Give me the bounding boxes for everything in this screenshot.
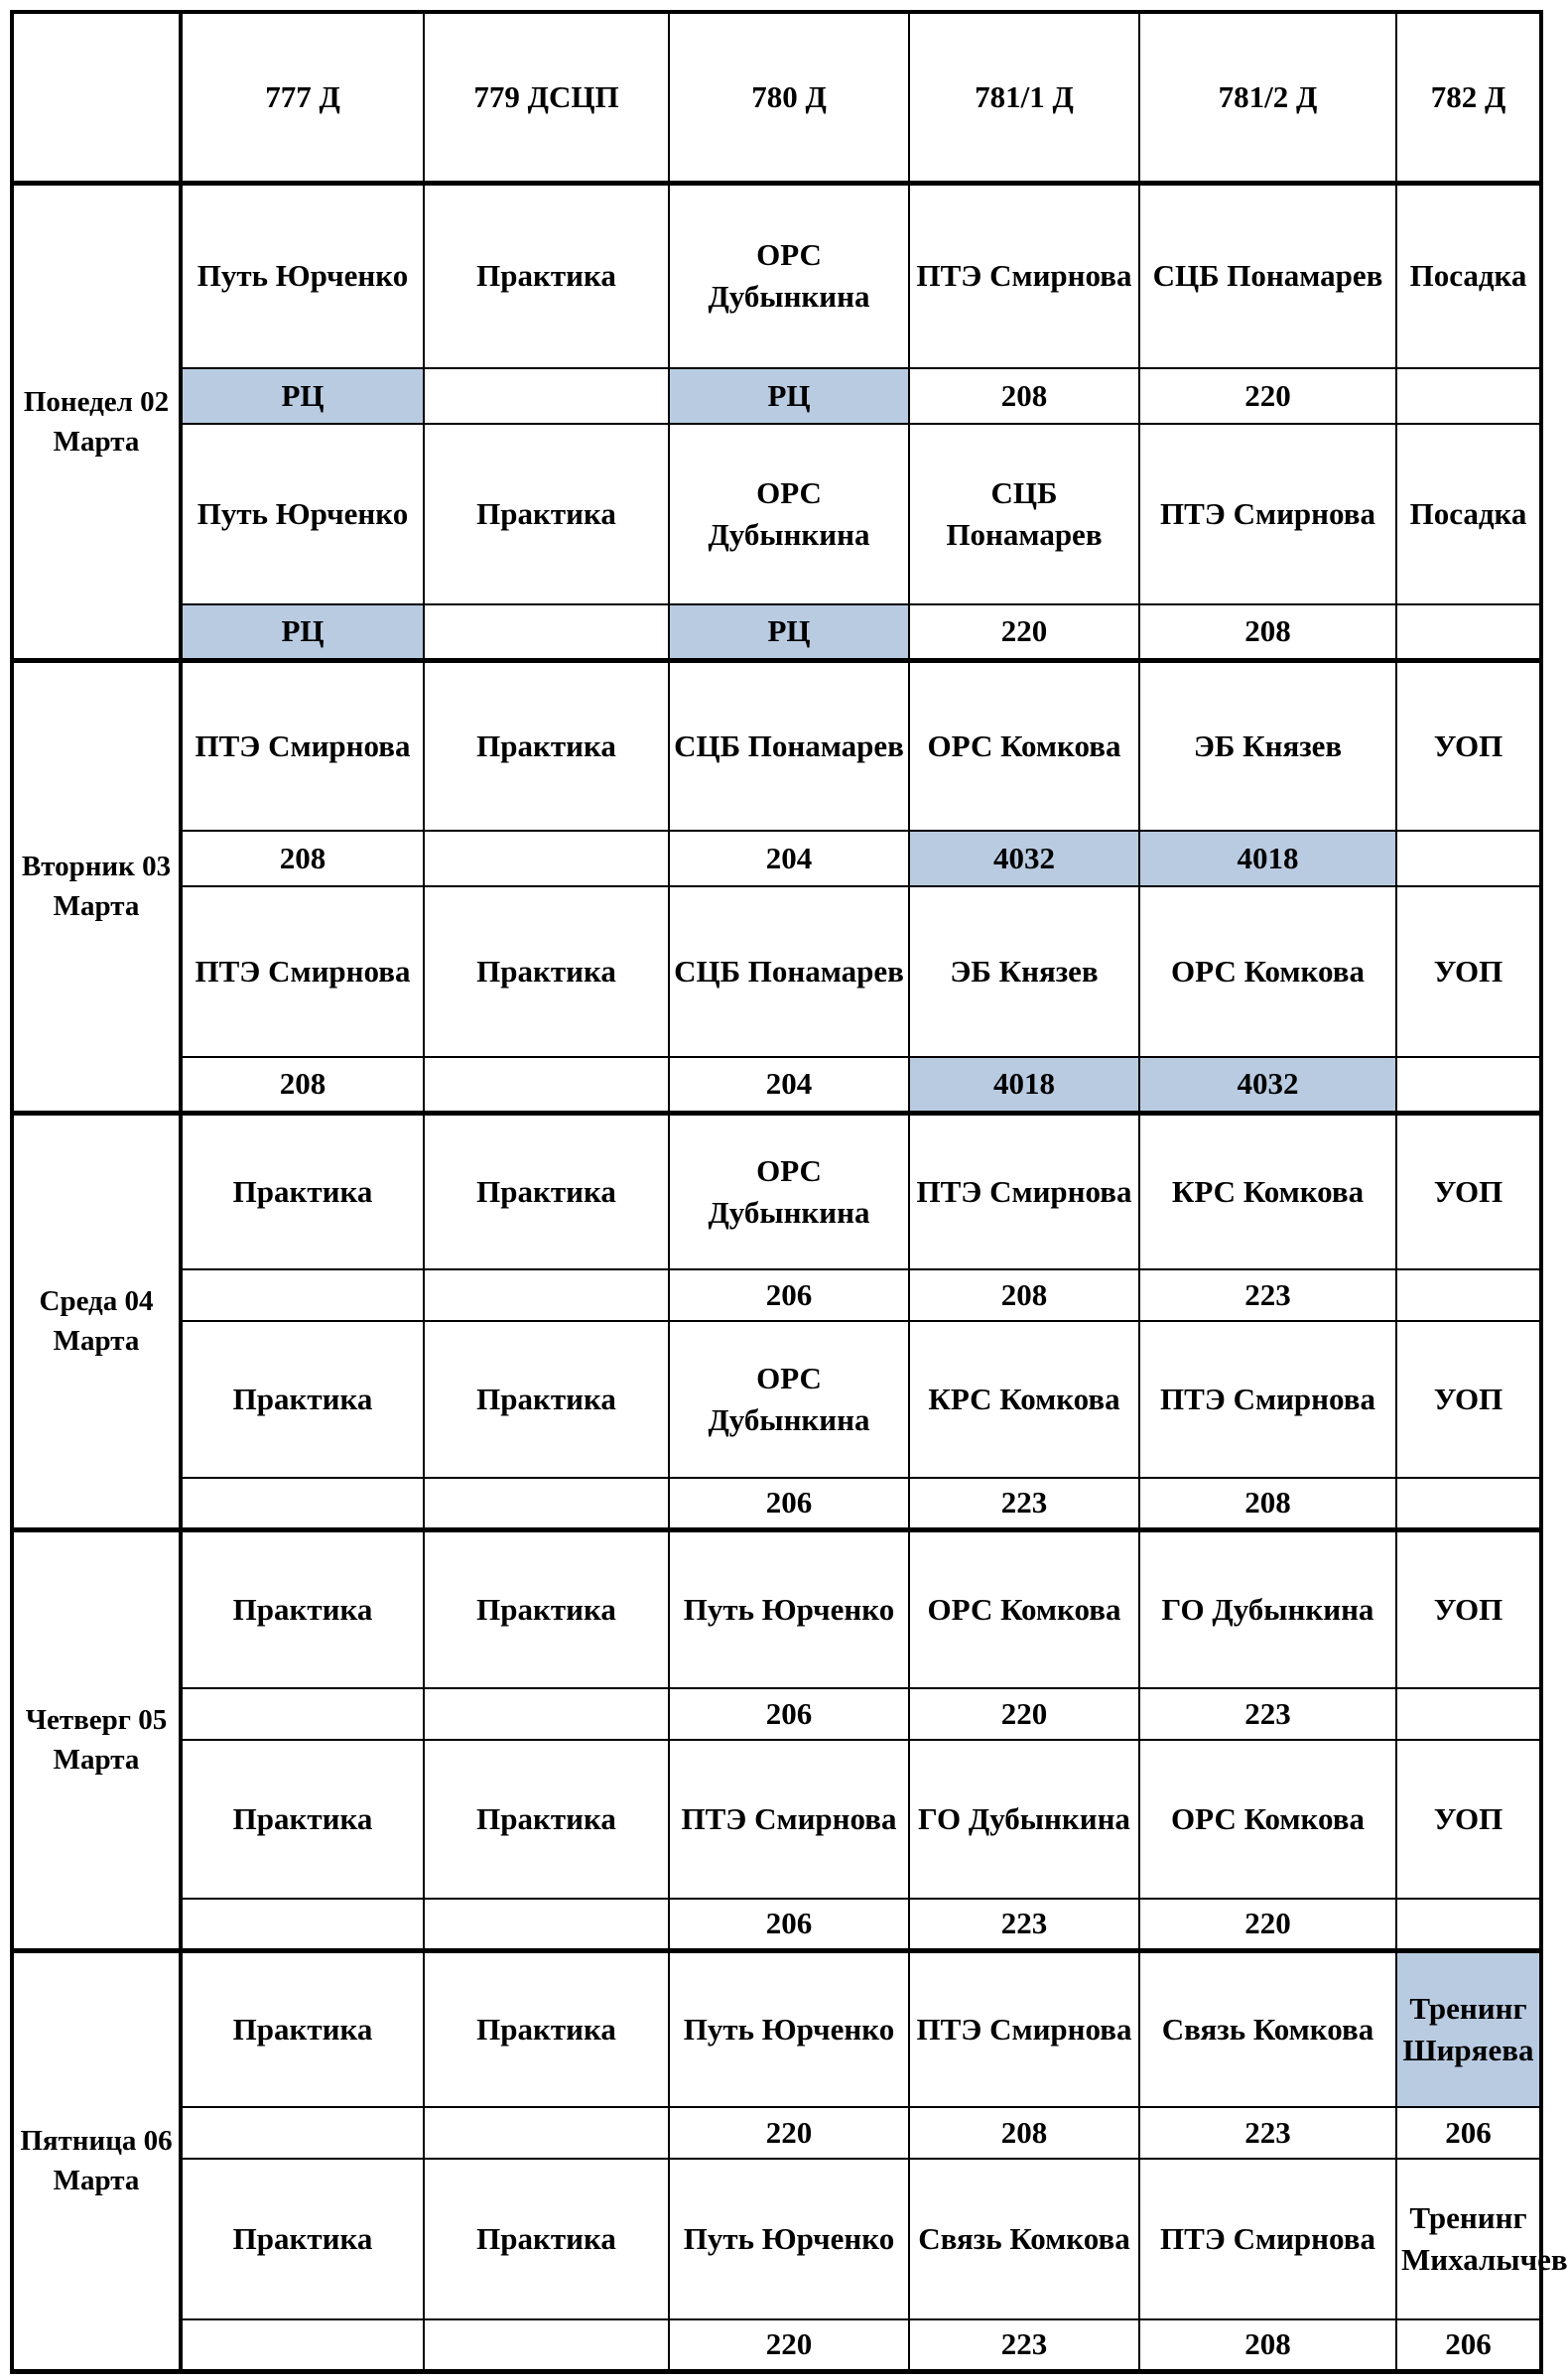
room-cell: 208 bbox=[181, 831, 424, 886]
lesson-cell: ЭБ Князев bbox=[1139, 660, 1396, 831]
room-cell bbox=[181, 1269, 424, 1321]
room-row bbox=[12, 2107, 1541, 2159]
room-cell: 223 bbox=[909, 1478, 1139, 1529]
lesson-cell: КРС Комкова bbox=[1139, 1113, 1396, 1269]
lesson-cell: Практика bbox=[181, 1321, 424, 1478]
lesson-cell: Практика bbox=[181, 1113, 424, 1269]
lesson-cell: Путь Юрченко bbox=[669, 1529, 909, 1688]
lesson-cell: ПТЭ Смирнова bbox=[181, 886, 424, 1057]
lesson-cell: Практика bbox=[424, 1740, 669, 1899]
room-cell: 223 bbox=[909, 2319, 1139, 2371]
room-cell bbox=[1396, 604, 1541, 660]
lesson-row bbox=[12, 1321, 1541, 1478]
lesson-cell: Посадка bbox=[1396, 183, 1541, 368]
lesson-cell: ПТЭ Смирнова bbox=[1139, 1321, 1396, 1478]
room-cell: 4018 bbox=[909, 1057, 1139, 1113]
lesson-cell: ОРС Комкова bbox=[1139, 886, 1396, 1057]
room-cell bbox=[181, 1899, 424, 1950]
room-cell: РЦ bbox=[669, 368, 909, 424]
room-cell bbox=[424, 1478, 669, 1529]
lesson-cell: УОП bbox=[1396, 660, 1541, 831]
lesson-cell: УОП bbox=[1396, 886, 1541, 1057]
room-cell bbox=[424, 1057, 669, 1113]
room-cell: 206 bbox=[1396, 2107, 1541, 2159]
lesson-cell: Практика bbox=[424, 424, 669, 604]
room-row bbox=[12, 1057, 1541, 1113]
lesson-cell: УОП bbox=[1396, 1529, 1541, 1688]
lesson-cell: Практика bbox=[181, 2159, 424, 2319]
room-cell bbox=[181, 1688, 424, 1740]
room-cell bbox=[1396, 1057, 1541, 1113]
lesson-cell: СЦБ Понамарев bbox=[909, 424, 1139, 604]
lesson-cell: Тренинг Михалычев bbox=[1396, 2159, 1541, 2319]
room-cell: 220 bbox=[1139, 368, 1396, 424]
room-cell: 206 bbox=[669, 1478, 909, 1529]
room-cell: 206 bbox=[1396, 2319, 1541, 2371]
group-header: 781/1 Д bbox=[909, 12, 1139, 183]
lesson-cell: ЭБ Князев bbox=[909, 886, 1139, 1057]
lesson-cell: Связь Комкова bbox=[909, 2159, 1139, 2319]
room-cell: 204 bbox=[669, 831, 909, 886]
lesson-cell: Практика bbox=[424, 1321, 669, 1478]
room-cell: 204 bbox=[669, 1057, 909, 1113]
room-cell bbox=[424, 604, 669, 660]
room-row bbox=[12, 1478, 1541, 1529]
room-cell: 220 bbox=[669, 2319, 909, 2371]
lesson-cell: СЦБ Понамарев bbox=[1139, 183, 1396, 368]
room-cell bbox=[424, 2319, 669, 2371]
room-cell: 223 bbox=[1139, 2107, 1396, 2159]
room-cell bbox=[1396, 831, 1541, 886]
lesson-cell: ОРС Дубынкина bbox=[669, 183, 909, 368]
lesson-cell: УОП bbox=[1396, 1321, 1541, 1478]
lesson-cell: ГО Дубынкина bbox=[1139, 1529, 1396, 1688]
room-row bbox=[12, 1899, 1541, 1950]
room-cell: 220 bbox=[669, 2107, 909, 2159]
room-cell: 220 bbox=[1139, 1899, 1396, 1950]
lesson-cell: СЦБ Понамарев bbox=[669, 660, 909, 831]
corner-cell bbox=[12, 12, 181, 183]
room-cell bbox=[1396, 368, 1541, 424]
room-cell: 208 bbox=[909, 1269, 1139, 1321]
lesson-cell: Практика bbox=[424, 183, 669, 368]
lesson-cell: Путь Юрченко bbox=[181, 424, 424, 604]
lesson-cell: Практика bbox=[424, 660, 669, 831]
room-cell: 208 bbox=[1139, 2319, 1396, 2371]
schedule-sheet bbox=[10, 10, 1568, 2380]
lesson-cell: ПТЭ Смирнова bbox=[909, 1950, 1139, 2107]
day-label: Пятница 06 Марта bbox=[12, 1950, 181, 2371]
group-header: 777 Д bbox=[181, 12, 424, 183]
group-header: 781/2 Д bbox=[1139, 12, 1396, 183]
lesson-cell: ОРС Комкова bbox=[1139, 1740, 1396, 1899]
room-cell: 223 bbox=[1139, 1688, 1396, 1740]
lesson-cell: ГО Дубынкина bbox=[909, 1740, 1139, 1899]
lesson-cell: ПТЭ Смирнова bbox=[1139, 424, 1396, 604]
room-cell: 206 bbox=[669, 1899, 909, 1950]
room-row bbox=[12, 1688, 1541, 1740]
day-label: Четверг 05 Марта bbox=[12, 1529, 181, 1950]
room-row bbox=[12, 604, 1541, 660]
lesson-cell: Практика bbox=[424, 886, 669, 1057]
lesson-cell: Связь Комкова bbox=[1139, 1950, 1396, 2107]
lesson-cell: ОРС Дубынкина bbox=[669, 424, 909, 604]
lesson-cell: ОРС Комкова bbox=[909, 1529, 1139, 1688]
room-cell bbox=[1396, 1899, 1541, 1950]
room-cell: 206 bbox=[669, 1688, 909, 1740]
lesson-cell: ОРС Дубынкина bbox=[669, 1321, 909, 1478]
lesson-row bbox=[12, 424, 1541, 604]
lesson-row bbox=[12, 1740, 1541, 1899]
room-cell: 208 bbox=[909, 2107, 1139, 2159]
lesson-cell: Путь Юрченко bbox=[181, 183, 424, 368]
lesson-row bbox=[12, 1113, 1541, 1269]
room-cell: 223 bbox=[909, 1899, 1139, 1950]
lesson-cell: ПТЭ Смирнова bbox=[181, 660, 424, 831]
room-row bbox=[12, 1269, 1541, 1321]
schedule-body bbox=[12, 183, 1568, 2371]
lesson-cell: ПТЭ Смирнова bbox=[909, 1113, 1139, 1269]
room-cell bbox=[1396, 1478, 1541, 1529]
room-cell: РЦ bbox=[181, 604, 424, 660]
lesson-cell: Путь Юрченко bbox=[669, 2159, 909, 2319]
lesson-cell: Практика bbox=[181, 1740, 424, 1899]
schedule-table bbox=[10, 10, 1568, 2374]
group-header: 779 ДСЦП bbox=[424, 12, 669, 183]
day-label: Среда 04 Марта bbox=[12, 1113, 181, 1529]
room-cell bbox=[181, 2319, 424, 2371]
lesson-row bbox=[12, 1529, 1541, 1688]
room-cell: 4032 bbox=[1139, 1057, 1396, 1113]
room-cell: 208 bbox=[909, 368, 1139, 424]
lesson-cell: Посадка bbox=[1396, 424, 1541, 604]
room-cell: 220 bbox=[909, 604, 1139, 660]
lesson-cell: УОП bbox=[1396, 1113, 1541, 1269]
room-cell bbox=[1396, 1688, 1541, 1740]
lesson-cell: Путь Юрченко bbox=[669, 1950, 909, 2107]
lesson-row bbox=[12, 2159, 1541, 2319]
lesson-cell: КРС Комкова bbox=[909, 1321, 1139, 1478]
room-cell bbox=[181, 1478, 424, 1529]
lesson-row bbox=[12, 886, 1541, 1057]
room-cell: 208 bbox=[1139, 604, 1396, 660]
room-cell: РЦ bbox=[669, 604, 909, 660]
room-cell: 220 bbox=[909, 1688, 1139, 1740]
room-cell bbox=[424, 2107, 669, 2159]
room-cell bbox=[1396, 1269, 1541, 1321]
room-row bbox=[12, 368, 1541, 424]
lesson-cell: УОП bbox=[1396, 1740, 1541, 1899]
lesson-cell: СЦБ Понамарев bbox=[669, 886, 909, 1057]
room-cell: РЦ bbox=[181, 368, 424, 424]
room-row bbox=[12, 2319, 1541, 2371]
lesson-cell: Практика bbox=[424, 1113, 669, 1269]
room-cell bbox=[424, 1269, 669, 1321]
room-cell bbox=[424, 1899, 669, 1950]
lesson-cell: ОРС Комкова bbox=[909, 660, 1139, 831]
room-cell: 208 bbox=[181, 1057, 424, 1113]
lesson-cell: ПТЭ Смирнова bbox=[909, 183, 1139, 368]
group-header: 780 Д bbox=[669, 12, 909, 183]
header-row bbox=[12, 12, 1541, 183]
lesson-cell: Практика bbox=[181, 1950, 424, 2107]
lesson-row bbox=[12, 660, 1541, 831]
room-row bbox=[12, 831, 1541, 886]
lesson-cell: Практика bbox=[181, 1529, 424, 1688]
lesson-cell: ПТЭ Смирнова bbox=[669, 1740, 909, 1899]
lesson-cell: Тренинг Ширяева bbox=[1396, 1950, 1541, 2107]
lesson-cell: ОРС Дубынкина bbox=[669, 1113, 909, 1269]
group-header: 782 Д bbox=[1396, 12, 1541, 183]
lesson-cell: Практика bbox=[424, 1529, 669, 1688]
room-cell: 223 bbox=[1139, 1269, 1396, 1321]
lesson-cell: Практика bbox=[424, 1950, 669, 2107]
day-label: Понедел 02 Марта bbox=[12, 183, 181, 660]
room-cell bbox=[424, 1688, 669, 1740]
room-cell: 4018 bbox=[1139, 831, 1396, 886]
room-cell bbox=[424, 831, 669, 886]
room-cell: 208 bbox=[1139, 1478, 1396, 1529]
room-cell bbox=[424, 368, 669, 424]
room-cell: 4032 bbox=[909, 831, 1139, 886]
lesson-cell: ПТЭ Смирнова bbox=[1139, 2159, 1396, 2319]
room-cell: 206 bbox=[669, 1269, 909, 1321]
day-label: Вторник 03 Марта bbox=[12, 660, 181, 1113]
lesson-row bbox=[12, 1950, 1541, 2107]
room-cell bbox=[181, 2107, 424, 2159]
lesson-cell: Практика bbox=[424, 2159, 669, 2319]
lesson-row bbox=[12, 183, 1541, 368]
